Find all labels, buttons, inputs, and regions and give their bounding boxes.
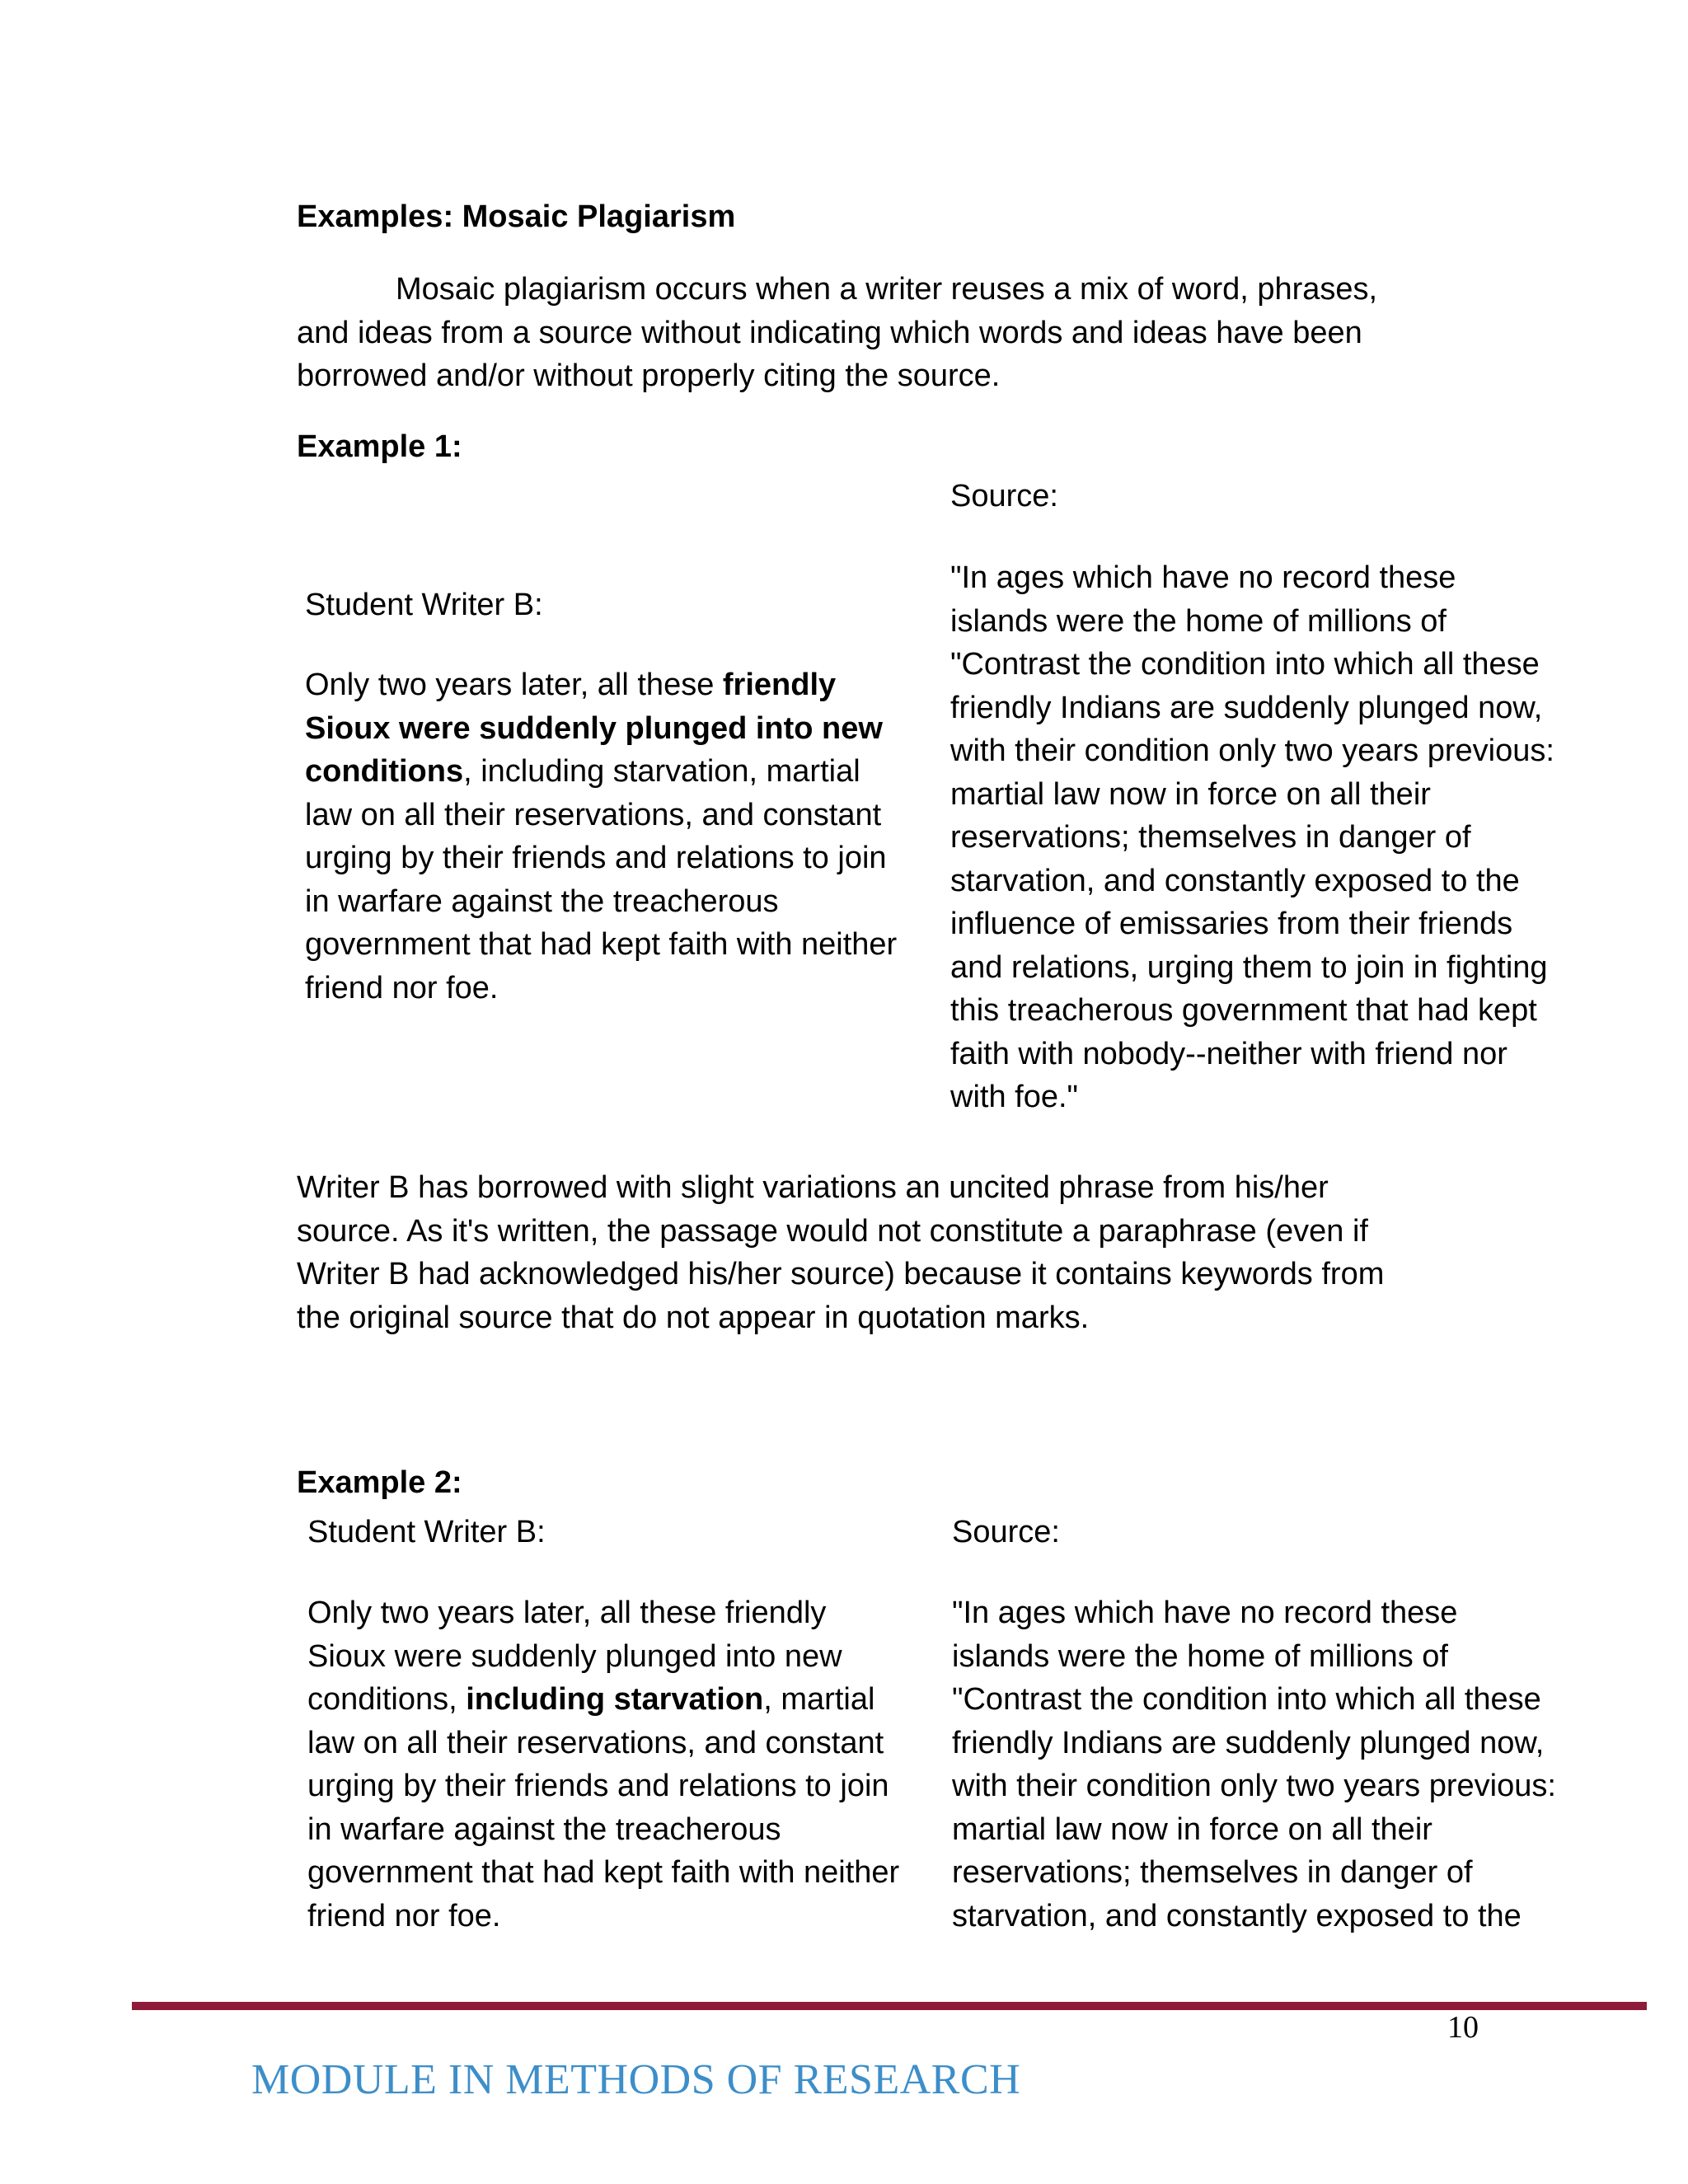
text-line (307, 1765, 899, 1808)
text-line: reservations; themselves in danger of (952, 1855, 1473, 1890)
text-segment: Only two years later, all these friendly (307, 1596, 827, 1630)
text-line (305, 837, 897, 880)
text-segment: law on all their reservations, and constant (307, 1725, 884, 1760)
text-segment: in warfare against the treacherous (305, 883, 779, 919)
example-1-heading: Example 1: (297, 429, 462, 464)
example-1-student-label: Student Writer B: (305, 588, 543, 622)
example-2-student-text (307, 1591, 899, 1938)
text-line (305, 923, 897, 967)
text-line: starvation, and constantly exposed to the (952, 1898, 1522, 1933)
example-2-heading: Example 2: (297, 1465, 462, 1500)
bold-text-segment: including starvation (466, 1682, 764, 1717)
text-line (305, 967, 897, 1010)
example-1-analysis (297, 1166, 1384, 1339)
footer-rule (132, 2002, 1647, 2010)
example-2-source-text (952, 1591, 1556, 1938)
bold-text-segment: Sioux were suddenly plunged into new (305, 710, 883, 746)
text-line: "In ages which have no record these (952, 1596, 1458, 1630)
text-line (305, 880, 897, 924)
text-line: islands were the home of millions of (952, 1638, 1448, 1674)
text-line: with foe." (950, 1080, 1079, 1114)
text-segment: , including starvation, martial (463, 754, 860, 789)
text-line: reservations; themselves in danger of (950, 820, 1471, 855)
intro-paragraph (297, 268, 1377, 398)
text-line (307, 1851, 899, 1895)
example-2-student-label: Student Writer B: (307, 1515, 546, 1549)
text-line: starvation, and constantly exposed to the (950, 863, 1520, 898)
text-line: faith with nobody--neither with friend nor (950, 1036, 1507, 1071)
text-line (305, 750, 897, 794)
text-line (307, 1591, 899, 1635)
text-segment: government that had kept faith with neither (307, 1855, 900, 1890)
text-segment: law on all their reservations, and constant (305, 797, 882, 832)
text-line (305, 794, 897, 837)
text-segment: friend nor foe. (307, 1898, 501, 1933)
text-segment: , martial (763, 1682, 875, 1717)
text-line (307, 1808, 899, 1852)
bold-text-segment: conditions (305, 754, 464, 789)
example-1-student-text (305, 663, 897, 1010)
text-line: the original source that do not appear in quotation marks. (297, 1300, 1090, 1335)
text-segment: conditions, (307, 1682, 467, 1717)
text-line: islands were the home of millions of (950, 603, 1447, 639)
text-line: "In ages which have no record these (950, 560, 1456, 595)
text-line (307, 1722, 899, 1765)
text-line: source. As it's written, the passage would not constitute a paraphrase (even if (297, 1213, 1368, 1249)
text-line: Writer B had acknowledged his/her source) because it contains keywords from (297, 1257, 1385, 1291)
text-line: with their condition only two years previous: (950, 733, 1554, 768)
text-line: "Contrast the condition into which all these (952, 1682, 1541, 1717)
intro-line: borrowed and/or without properly citing the source. (297, 359, 1001, 393)
text-line: Writer B has borrowed with slight variations an uncited phrase from his/her (297, 1170, 1329, 1205)
page-number: 10 (1447, 2010, 1479, 2045)
intro-line: Mosaic plagiarism occurs when a writer reuses a mix of word, phrases, (396, 272, 1378, 307)
text-segment: friend nor foe. (305, 970, 499, 1005)
bold-text-segment: friendly (722, 668, 837, 702)
text-line: this treacherous government that had kept (950, 993, 1537, 1028)
text-line: and relations, urging them to join in fighting (950, 949, 1548, 985)
example-1-source-text (950, 556, 1554, 1119)
text-line: friendly Indians are suddenly plunged now, (952, 1725, 1545, 1760)
text-line: martial law now in force on all their (952, 1811, 1432, 1847)
intro-line: and ideas from a source without indicating which words and ideas have been (297, 315, 1362, 350)
text-line: with their condition only two years previous: (952, 1769, 1556, 1803)
text-segment: urging by their friends and relations to join (305, 841, 887, 875)
text-line: friendly Indians are suddenly plunged now, (950, 690, 1543, 725)
text-segment: Only two years later, all these (305, 668, 723, 702)
text-line (305, 707, 897, 751)
text-segment: government that had kept faith with neither (305, 927, 898, 962)
example-2-source-label: Source: (952, 1515, 1060, 1549)
text-line: "Contrast the condition into which all these (950, 647, 1540, 682)
text-segment: in warfare against the treacherous (307, 1811, 781, 1847)
text-segment: Sioux were suddenly plunged into new (307, 1638, 842, 1674)
example-1-source-label: Source: (950, 479, 1058, 513)
text-line (305, 663, 897, 707)
section-heading: Examples: Mosaic Plagiarism (297, 199, 736, 234)
text-line: influence of emissaries from their friends (950, 907, 1513, 941)
text-line (307, 1678, 899, 1722)
text-line (307, 1635, 899, 1679)
text-line (307, 1895, 899, 1938)
text-segment: urging by their friends and relations to join (307, 1769, 889, 1803)
text-line: martial law now in force on all their (950, 776, 1431, 812)
footer-title: MODULE IN METHODS OF RESEARCH (251, 2056, 1021, 2103)
